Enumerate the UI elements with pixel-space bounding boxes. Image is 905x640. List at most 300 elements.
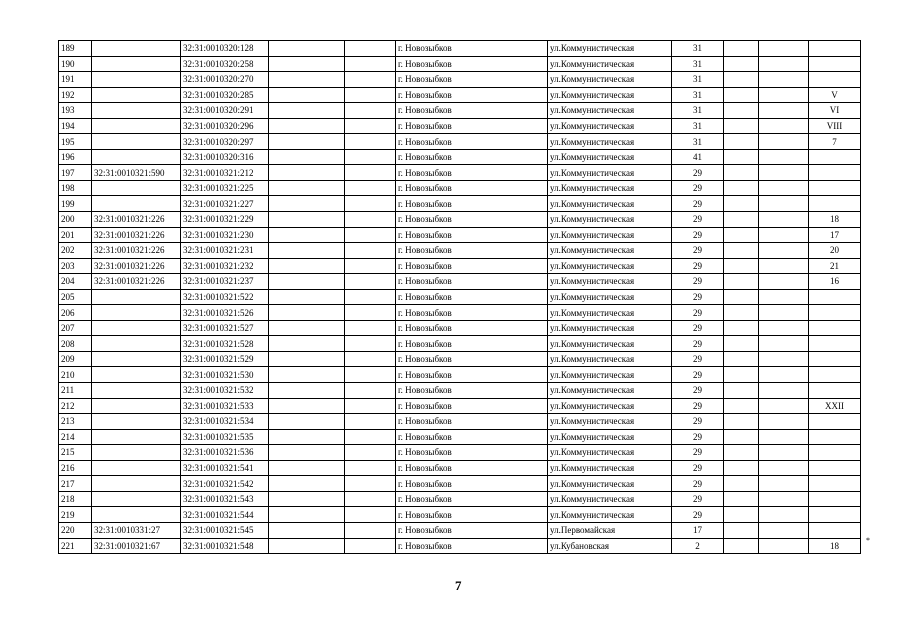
cell-number: 200 [59, 212, 92, 228]
edge-mark: * [866, 536, 870, 545]
cell-house: 29 [672, 227, 724, 243]
cell-blank-1 [269, 507, 345, 523]
cell-blank-2 [345, 87, 396, 103]
cell-number: 209 [59, 351, 92, 367]
table-row [59, 196, 861, 212]
cell-blank-3 [724, 87, 759, 103]
cell-cadastral-number: 32:31:0010321:534 [181, 414, 269, 430]
cell-blank-2 [345, 134, 396, 150]
cell-blank-1 [269, 134, 345, 150]
cell-number: 196 [59, 149, 92, 165]
cell-number: 211 [59, 383, 92, 399]
cell-blank-1 [269, 538, 345, 554]
cell-city: г. Новозыбков [396, 398, 548, 414]
cell-parent-cadastral [92, 320, 181, 336]
cell-flat [809, 196, 861, 212]
table-row [59, 460, 861, 476]
table-row [59, 41, 861, 57]
cell-parent-cadastral: 32:31:0010321:590 [92, 165, 181, 181]
cell-cadastral-number: 32:31:0010321:545 [181, 522, 269, 538]
cell-cadastral-number: 32:31:0010321:532 [181, 383, 269, 399]
table-row [59, 165, 861, 181]
cell-flat [809, 476, 861, 492]
cell-city: г. Новозыбков [396, 227, 548, 243]
table-row [59, 429, 861, 445]
cell-blank-1 [269, 41, 345, 57]
cell-street: ул.Коммунистическая [548, 336, 672, 352]
cell-house: 29 [672, 476, 724, 492]
cell-blank-4 [759, 320, 809, 336]
cell-house: 29 [672, 258, 724, 274]
cell-parent-cadastral: 32:31:0010321:226 [92, 274, 181, 290]
cell-blank-3 [724, 56, 759, 72]
cell-blank-3 [724, 320, 759, 336]
cell-cadastral-number: 32:31:0010321:529 [181, 351, 269, 367]
table-row [59, 305, 861, 321]
cell-city: г. Новозыбков [396, 274, 548, 290]
cell-city: г. Новозыбков [396, 383, 548, 399]
cell-blank-3 [724, 103, 759, 119]
cell-cadastral-number: 32:31:0010321:535 [181, 429, 269, 445]
cell-street: ул.Кубановская [548, 538, 672, 554]
cell-house: 29 [672, 212, 724, 228]
cell-blank-1 [269, 103, 345, 119]
cell-house: 29 [672, 507, 724, 523]
table-row [59, 227, 861, 243]
cell-flat [809, 56, 861, 72]
cell-blank-3 [724, 72, 759, 88]
cell-blank-1 [269, 398, 345, 414]
cell-blank-3 [724, 243, 759, 259]
cell-blank-4 [759, 165, 809, 181]
cell-number: 192 [59, 87, 92, 103]
cell-blank-1 [269, 336, 345, 352]
cell-parent-cadastral [92, 445, 181, 461]
cell-house: 31 [672, 118, 724, 134]
cell-flat [809, 429, 861, 445]
cell-city: г. Новозыбков [396, 212, 548, 228]
cell-city: г. Новозыбков [396, 87, 548, 103]
cell-house: 29 [672, 460, 724, 476]
cell-blank-2 [345, 258, 396, 274]
cell-blank-2 [345, 103, 396, 119]
cell-flat [809, 320, 861, 336]
cell-blank-4 [759, 196, 809, 212]
cell-blank-2 [345, 383, 396, 399]
cell-number: 218 [59, 491, 92, 507]
cell-number: 217 [59, 476, 92, 492]
cell-city: г. Новозыбков [396, 367, 548, 383]
cell-flat: 18 [809, 538, 861, 554]
cell-street: ул.Коммунистическая [548, 87, 672, 103]
cell-parent-cadastral [92, 491, 181, 507]
cell-blank-1 [269, 351, 345, 367]
cell-street: ул.Коммунистическая [548, 429, 672, 445]
cell-cadastral-number: 32:31:0010321:227 [181, 196, 269, 212]
cell-parent-cadastral: 32:31:0010321:226 [92, 243, 181, 259]
cell-flat: XXII [809, 398, 861, 414]
cell-blank-3 [724, 118, 759, 134]
cell-blank-1 [269, 72, 345, 88]
cell-cadastral-number: 32:31:0010321:225 [181, 180, 269, 196]
table-row [59, 476, 861, 492]
cell-city: г. Новозыбков [396, 491, 548, 507]
cell-house: 29 [672, 305, 724, 321]
cell-parent-cadastral [92, 180, 181, 196]
cell-blank-1 [269, 429, 345, 445]
cell-blank-2 [345, 507, 396, 523]
cell-house: 29 [672, 367, 724, 383]
cell-house: 29 [672, 336, 724, 352]
cell-street: ул.Коммунистическая [548, 72, 672, 88]
cell-cadastral-number: 32:31:0010321:530 [181, 367, 269, 383]
cell-house: 17 [672, 522, 724, 538]
table-row [59, 522, 861, 538]
cell-street: ул.Коммунистическая [548, 258, 672, 274]
cell-street: ул.Коммунистическая [548, 320, 672, 336]
cell-number: 208 [59, 336, 92, 352]
table-row [59, 414, 861, 430]
cell-blank-1 [269, 367, 345, 383]
cell-number: 207 [59, 320, 92, 336]
cell-blank-4 [759, 212, 809, 228]
cell-blank-3 [724, 414, 759, 430]
cell-flat [809, 491, 861, 507]
cell-blank-1 [269, 476, 345, 492]
cell-parent-cadastral: 32:31:0010331:27 [92, 522, 181, 538]
cell-flat [809, 180, 861, 196]
cell-blank-2 [345, 243, 396, 259]
cell-street: ул.Коммунистическая [548, 149, 672, 165]
cell-blank-4 [759, 445, 809, 461]
cell-parent-cadastral [92, 41, 181, 57]
cell-flat [809, 72, 861, 88]
cell-blank-2 [345, 491, 396, 507]
cell-house: 29 [672, 491, 724, 507]
cell-blank-1 [269, 165, 345, 181]
table-row [59, 149, 861, 165]
cell-street: ул.Первомайская [548, 522, 672, 538]
cell-street: ул.Коммунистическая [548, 305, 672, 321]
cell-cadastral-number: 32:31:0010321:536 [181, 445, 269, 461]
cell-house: 31 [672, 103, 724, 119]
cell-blank-2 [345, 320, 396, 336]
table-row [59, 289, 861, 305]
cell-parent-cadastral [92, 305, 181, 321]
cell-street: ул.Коммунистическая [548, 460, 672, 476]
cell-city: г. Новозыбков [396, 414, 548, 430]
table-row [59, 538, 861, 554]
cell-blank-3 [724, 212, 759, 228]
table-row [59, 212, 861, 228]
cell-number: 206 [59, 305, 92, 321]
cell-street: ул.Коммунистическая [548, 351, 672, 367]
table-row [59, 445, 861, 461]
cell-blank-4 [759, 41, 809, 57]
cell-cadastral-number: 32:31:0010321:231 [181, 243, 269, 259]
cell-flat: 16 [809, 274, 861, 290]
cell-blank-2 [345, 227, 396, 243]
cell-cadastral-number: 32:31:0010321:232 [181, 258, 269, 274]
cell-blank-1 [269, 491, 345, 507]
table-row [59, 118, 861, 134]
cell-parent-cadastral [92, 118, 181, 134]
cell-house: 29 [672, 383, 724, 399]
cell-street: ул.Коммунистическая [548, 414, 672, 430]
cell-flat [809, 383, 861, 399]
cell-street: ул.Коммунистическая [548, 134, 672, 150]
cell-blank-3 [724, 227, 759, 243]
cell-blank-4 [759, 289, 809, 305]
cell-number: 203 [59, 258, 92, 274]
cell-city: г. Новозыбков [396, 165, 548, 181]
cell-cadastral-number: 32:31:0010321:548 [181, 538, 269, 554]
cell-blank-2 [345, 72, 396, 88]
cell-blank-2 [345, 445, 396, 461]
cell-blank-4 [759, 538, 809, 554]
cell-blank-4 [759, 398, 809, 414]
cell-blank-1 [269, 274, 345, 290]
cell-street: ул.Коммунистическая [548, 41, 672, 57]
cell-house: 31 [672, 134, 724, 150]
cell-blank-1 [269, 227, 345, 243]
cell-blank-1 [269, 196, 345, 212]
cell-number: 201 [59, 227, 92, 243]
cell-blank-2 [345, 305, 396, 321]
cell-cadastral-number: 32:31:0010321:522 [181, 289, 269, 305]
cell-city: г. Новозыбков [396, 41, 548, 57]
cell-flat [809, 414, 861, 430]
cell-blank-3 [724, 522, 759, 538]
cell-flat: 7 [809, 134, 861, 150]
cell-blank-2 [345, 196, 396, 212]
cell-parent-cadastral [92, 336, 181, 352]
cell-house: 29 [672, 320, 724, 336]
table-row [59, 367, 861, 383]
cell-number: 195 [59, 134, 92, 150]
cell-street: ул.Коммунистическая [548, 227, 672, 243]
cell-city: г. Новозыбков [396, 538, 548, 554]
cell-city: г. Новозыбков [396, 351, 548, 367]
page-number: 7 [455, 578, 462, 593]
cell-city: г. Новозыбков [396, 320, 548, 336]
cell-flat: 21 [809, 258, 861, 274]
cell-flat [809, 351, 861, 367]
cell-blank-3 [724, 445, 759, 461]
cell-blank-4 [759, 103, 809, 119]
cell-cadastral-number: 32:31:0010320:316 [181, 149, 269, 165]
cell-number: 202 [59, 243, 92, 259]
cell-flat: VIII [809, 118, 861, 134]
cell-blank-1 [269, 212, 345, 228]
cell-number: 213 [59, 414, 92, 430]
cell-cadastral-number: 32:31:0010321:212 [181, 165, 269, 181]
table-row [59, 351, 861, 367]
cell-cadastral-number: 32:31:0010321:230 [181, 227, 269, 243]
cell-flat [809, 522, 861, 538]
cell-street: ул.Коммунистическая [548, 367, 672, 383]
cell-cadastral-number: 32:31:0010320:285 [181, 87, 269, 103]
table-row [59, 103, 861, 119]
cell-blank-4 [759, 180, 809, 196]
cell-cadastral-number: 32:31:0010321:543 [181, 491, 269, 507]
cell-flat [809, 460, 861, 476]
cell-city: г. Новозыбков [396, 258, 548, 274]
cell-cadastral-number: 32:31:0010320:128 [181, 41, 269, 57]
cell-cadastral-number: 32:31:0010321:237 [181, 274, 269, 290]
cell-blank-4 [759, 56, 809, 72]
cell-cadastral-number: 32:31:0010321:229 [181, 212, 269, 228]
table-row [59, 87, 861, 103]
cell-street: ул.Коммунистическая [548, 196, 672, 212]
cell-number: 205 [59, 289, 92, 305]
cell-number: 212 [59, 398, 92, 414]
cell-blank-3 [724, 429, 759, 445]
cell-flat [809, 165, 861, 181]
cell-blank-3 [724, 398, 759, 414]
cell-house: 31 [672, 87, 724, 103]
cell-blank-4 [759, 383, 809, 399]
cell-blank-2 [345, 149, 396, 165]
cell-house: 31 [672, 56, 724, 72]
cell-street: ул.Коммунистическая [548, 507, 672, 523]
table-body [59, 41, 861, 554]
table-row [59, 72, 861, 88]
cell-city: г. Новозыбков [396, 196, 548, 212]
table-row [59, 507, 861, 523]
cell-blank-1 [269, 258, 345, 274]
cell-blank-3 [724, 289, 759, 305]
cell-house: 29 [672, 351, 724, 367]
cell-blank-1 [269, 383, 345, 399]
cell-blank-4 [759, 72, 809, 88]
cell-cadastral-number: 32:31:0010320:297 [181, 134, 269, 150]
table-row [59, 491, 861, 507]
cell-blank-1 [269, 305, 345, 321]
cell-house: 29 [672, 165, 724, 181]
cell-blank-3 [724, 134, 759, 150]
cell-blank-3 [724, 367, 759, 383]
cell-parent-cadastral [92, 196, 181, 212]
cell-parent-cadastral: 32:31:0010321:226 [92, 227, 181, 243]
cell-city: г. Новозыбков [396, 118, 548, 134]
cell-house: 29 [672, 180, 724, 196]
cell-blank-4 [759, 336, 809, 352]
cell-city: г. Новозыбков [396, 429, 548, 445]
cell-cadastral-number: 32:31:0010321:526 [181, 305, 269, 321]
cell-number: 191 [59, 72, 92, 88]
cell-blank-1 [269, 445, 345, 461]
cell-blank-2 [345, 56, 396, 72]
cell-parent-cadastral [92, 351, 181, 367]
table-row [59, 56, 861, 72]
cell-parent-cadastral [92, 398, 181, 414]
cell-street: ул.Коммунистическая [548, 445, 672, 461]
cell-house: 29 [672, 243, 724, 259]
cell-street: ул.Коммунистическая [548, 212, 672, 228]
cell-cadastral-number: 32:31:0010320:296 [181, 118, 269, 134]
cell-blank-2 [345, 118, 396, 134]
cell-blank-3 [724, 351, 759, 367]
cell-street: ул.Коммунистическая [548, 243, 672, 259]
cell-blank-1 [269, 522, 345, 538]
cell-house: 29 [672, 429, 724, 445]
table-row [59, 243, 861, 259]
cell-parent-cadastral [92, 289, 181, 305]
cell-city: г. Новозыбков [396, 522, 548, 538]
cell-house: 29 [672, 274, 724, 290]
cell-parent-cadastral [92, 103, 181, 119]
cell-number: 214 [59, 429, 92, 445]
cell-blank-4 [759, 118, 809, 134]
cell-city: г. Новозыбков [396, 507, 548, 523]
cell-city: г. Новозыбков [396, 134, 548, 150]
cell-blank-3 [724, 538, 759, 554]
cell-number: 199 [59, 196, 92, 212]
cell-blank-3 [724, 180, 759, 196]
cell-cadastral-number: 32:31:0010320:258 [181, 56, 269, 72]
cell-flat [809, 445, 861, 461]
cell-cadastral-number: 32:31:0010321:528 [181, 336, 269, 352]
cell-blank-3 [724, 476, 759, 492]
cell-blank-1 [269, 460, 345, 476]
cell-number: 210 [59, 367, 92, 383]
cell-blank-3 [724, 305, 759, 321]
table-row [59, 398, 861, 414]
cell-number: 221 [59, 538, 92, 554]
cell-street: ул.Коммунистическая [548, 56, 672, 72]
cell-blank-4 [759, 507, 809, 523]
cell-blank-1 [269, 118, 345, 134]
cell-number: 190 [59, 56, 92, 72]
cell-city: г. Новозыбков [396, 305, 548, 321]
cell-flat: 20 [809, 243, 861, 259]
cell-city: г. Новозыбков [396, 56, 548, 72]
cell-parent-cadastral [92, 460, 181, 476]
cell-cadastral-number: 32:31:0010321:542 [181, 476, 269, 492]
cell-blank-2 [345, 522, 396, 538]
cell-flat [809, 41, 861, 57]
cell-city: г. Новозыбков [396, 289, 548, 305]
cell-city: г. Новозыбков [396, 72, 548, 88]
cell-number: 215 [59, 445, 92, 461]
cell-cadastral-number: 32:31:0010320:270 [181, 72, 269, 88]
cell-city: г. Новозыбков [396, 243, 548, 259]
registry-table [58, 40, 861, 554]
cell-blank-4 [759, 274, 809, 290]
cell-city: г. Новозыбков [396, 149, 548, 165]
cell-blank-1 [269, 180, 345, 196]
cell-number: 194 [59, 118, 92, 134]
cell-house: 29 [672, 289, 724, 305]
cell-cadastral-number: 32:31:0010321:541 [181, 460, 269, 476]
cell-house: 31 [672, 41, 724, 57]
cell-blank-2 [345, 41, 396, 57]
cell-flat: 18 [809, 212, 861, 228]
cell-blank-4 [759, 227, 809, 243]
cell-house: 29 [672, 398, 724, 414]
cell-blank-1 [269, 414, 345, 430]
cell-house: 29 [672, 445, 724, 461]
cell-blank-4 [759, 149, 809, 165]
table-row [59, 320, 861, 336]
cell-house: 29 [672, 414, 724, 430]
cell-parent-cadastral [92, 87, 181, 103]
cell-flat [809, 149, 861, 165]
cell-blank-4 [759, 243, 809, 259]
cell-blank-1 [269, 320, 345, 336]
cell-number: 204 [59, 274, 92, 290]
